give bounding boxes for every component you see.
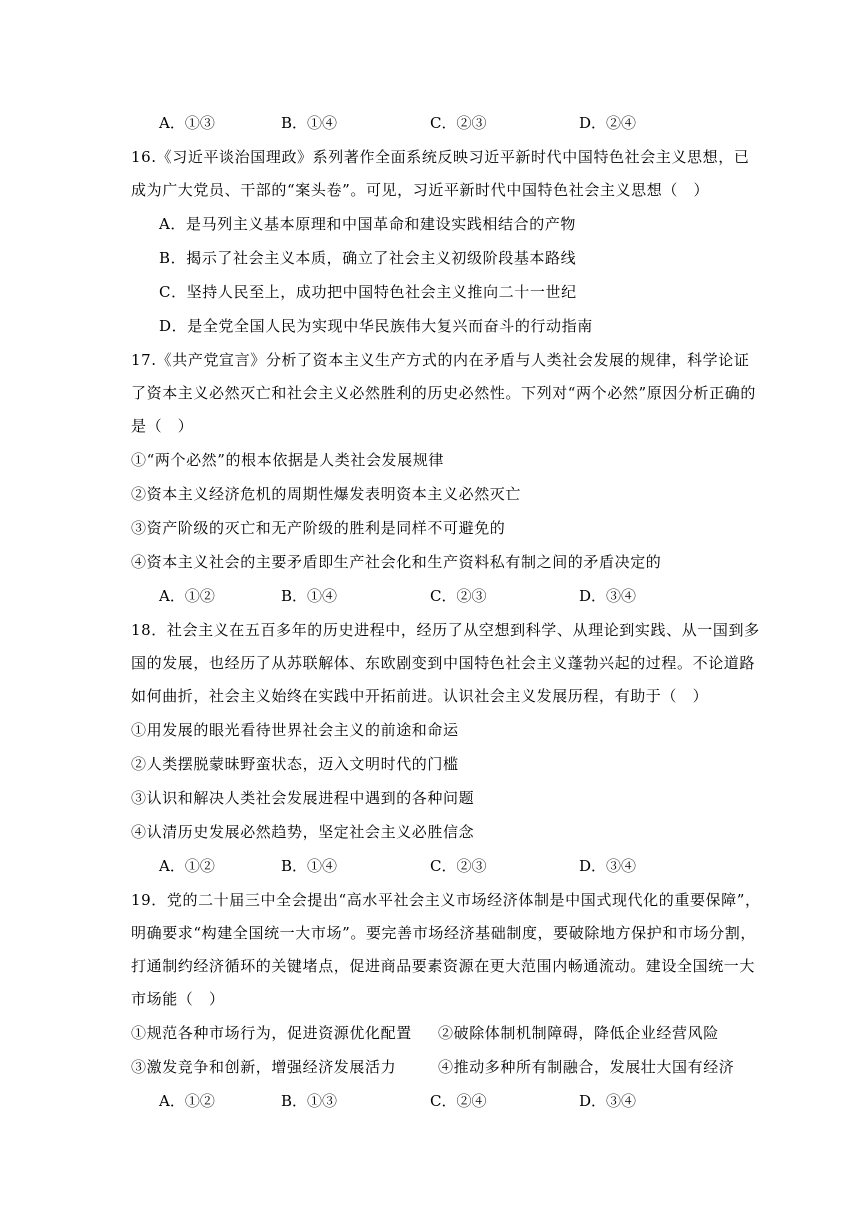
q19-option-c: C．②④	[430, 1092, 487, 1110]
q18-stem-line-2: 国的发展，也经历了从苏联解体、东欧剧变到中国特色社会主义蓬勃兴起的过程。不论道路	[131, 654, 756, 672]
q19-stem-line-2: 明确要求“构建全国统一大市场”。要完善市场经济基础制度，要破除地方保护和市场分割，	[131, 924, 756, 942]
q15-option-a: A．①③	[159, 114, 215, 132]
q16-choice-c: C．坚持人民至上，成功把中国特色社会主义推向二十一世纪	[159, 283, 577, 301]
q17-item-3: ③资产阶级的灭亡和无产阶级的胜利是同样不可避免的	[131, 519, 506, 537]
q17-item-1: ①“两个必然”的根本依据是人类社会发展规律	[131, 451, 444, 469]
q19-option-a: A．①②	[159, 1092, 215, 1110]
q17-item-4: ④资本主义社会的主要矛盾即生产社会化和生产资料私有制之间的矛盾决定的	[131, 553, 662, 571]
q18-item-3: ③认识和解决人类社会发展进程中遇到的各种问题	[131, 789, 475, 807]
q17-option-a: A．①②	[159, 587, 215, 605]
q17-stem-line-2: 了资本主义必然灭亡和社会主义必然胜利的历史必然性。下列对“两个必然”原因分析正确的	[131, 384, 756, 402]
q19-item-2: ②破除体制机制障碍，降低企业经营风险	[438, 1024, 719, 1042]
q18-option-b: B．①④	[281, 857, 338, 875]
q16-choice-d: D．是全党全国人民为实现中华民族伟大复兴而奋斗的行动指南	[159, 317, 593, 335]
q17-option-c: C．②③	[430, 587, 487, 605]
q15-option-d: D．②④	[579, 114, 637, 132]
q16-choice-b: B．揭示了社会主义本质，确立了社会主义初级阶段基本路线	[159, 249, 577, 267]
q19-item-1: ①规范各种市场行为，促进资源优化配置	[131, 1024, 412, 1042]
q18-option-d: D．③④	[579, 857, 637, 875]
q16-choice-a: A．是马列主义基本原理和中国革命和建设实践相结合的产物	[159, 215, 577, 233]
q18-item-1: ①用发展的眼光看待世界社会主义的前途和命运	[131, 721, 459, 739]
q15-option-c: C．②③	[430, 114, 487, 132]
q18-item-4: ④认清历史发展必然趋势，坚定社会主义必胜信念	[131, 823, 475, 841]
q19-stem-line-3: 打通制约经济循环的关键堵点，促进商品要素资源在更大范围内畅通流动。建设全国统一大	[131, 957, 756, 975]
q18-option-a: A．①②	[159, 857, 215, 875]
q18-option-c: C．②③	[430, 857, 487, 875]
q19-stem-line-1: 19．党的二十届三中全会提出“高水平社会主义市场经济体制是中国式现代化的重要保障”，	[131, 891, 761, 909]
q18-stem-line-3: 如何曲折，社会主义始终在实践中开拓前进。认识社会主义发展历程，有助于（ ）	[131, 687, 709, 705]
q18-item-2: ②人类摆脱蒙昧野蛮状态，迈入文明时代的门槛	[131, 755, 459, 773]
q15-option-b: B．①④	[281, 114, 338, 132]
q17-stem-line-3: 是（ ）	[131, 417, 194, 435]
q17-item-2: ②资本主义经济危机的周期性爆发表明资本主义必然灭亡	[131, 485, 522, 503]
q19-stem-line-4: 市场能（ ）	[131, 990, 225, 1008]
q19-option-d: D．③④	[579, 1092, 637, 1110]
q17-stem-line-1: 17.《共产党宣言》分析了资本主义生产方式的内在矛盾与人类社会发展的规律，科学论证	[131, 351, 750, 369]
q17-option-b: B．①④	[281, 587, 338, 605]
q18-stem-line-1: 18．社会主义在五百多年的历史进程中，经历了从空想到科学、从理论到实践、从一国到多	[131, 621, 760, 639]
q17-option-d: D．③④	[579, 587, 637, 605]
q16-stem-line-2: 成为广大党员、干部的“案头卷”。可见，习近平新时代中国特色社会主义思想（ ）	[131, 181, 710, 199]
q19-option-b: B．①③	[281, 1092, 338, 1110]
q19-item-3: ③激发竞争和创新，增强经济发展活力	[131, 1058, 397, 1076]
q16-stem-line-1: 16.《习近平谈治国理政》系列著作全面系统反映习近平新时代中国特色社会主义思想，已	[131, 148, 750, 166]
q19-item-4: ④推动多种所有制融合，发展壮大国有经济	[438, 1058, 735, 1076]
